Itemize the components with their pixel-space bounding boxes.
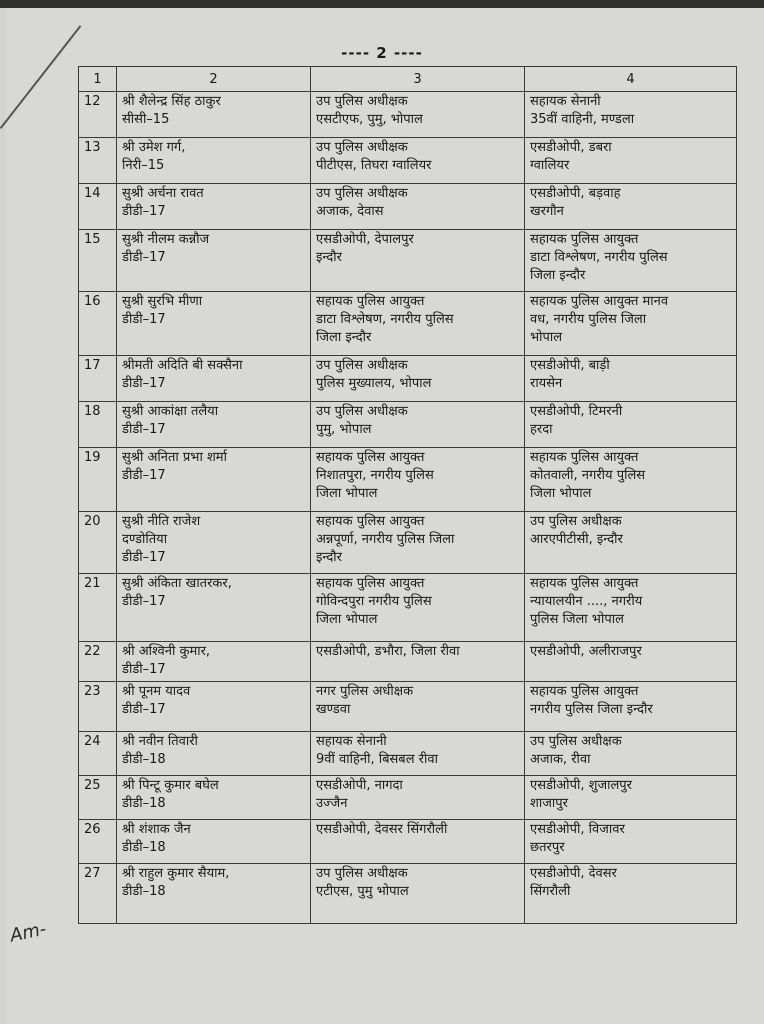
officer-name-cell [117, 448, 311, 512]
officer-name-line: सुश्री नीलम कन्नौज [122, 232, 210, 247]
officer-name-cell [117, 138, 311, 184]
officer-name-line: सुश्री नीति राजेश [122, 514, 201, 529]
officer-name-line: सुश्री अंकिता खातरकर, [122, 576, 232, 591]
current-posting-cell [311, 512, 525, 574]
officer-name-cell [117, 776, 311, 820]
new-posting-line: सहायक पुलिस आयुक्त [530, 576, 639, 591]
current-posting-line: जिला इन्दौर [316, 330, 372, 345]
table-row [79, 138, 737, 184]
serial-number: 17 [79, 356, 117, 402]
current-posting-cell [311, 682, 525, 732]
serial-number: 14 [79, 184, 117, 230]
serial-number: 19 [79, 448, 117, 512]
new-posting-line: पुलिस जिला भोपाल [530, 612, 624, 627]
officer-name-cell [117, 402, 311, 448]
new-posting-line: उप पुलिस अधीक्षक [530, 734, 622, 749]
new-posting-line: एसडीओपी, डबरा [530, 140, 612, 155]
officer-name-line: श्री पूनम यादव [122, 684, 191, 699]
table-row [79, 184, 737, 230]
officer-name-line: श्री राहुल कुमार सैयाम, [122, 866, 230, 881]
table-row [79, 574, 737, 642]
serial-number: 18 [79, 402, 117, 448]
new-posting-cell [525, 776, 737, 820]
current-posting-line: 9वीं वाहिनी, बिसबल रीवा [316, 752, 438, 767]
serial-number: 25 [79, 776, 117, 820]
officer-name-line: डीडी–17 [122, 662, 166, 677]
new-posting-line: वध, नगरीय पुलिस जिला [530, 312, 647, 327]
current-posting-cell [311, 820, 525, 864]
serial-number: 24 [79, 732, 117, 776]
officer-name-line: डीडी–17 [122, 312, 166, 327]
serial-number: 21 [79, 574, 117, 642]
officer-name-cell [117, 184, 311, 230]
officer-name-line: दण्डोतिया [122, 532, 168, 547]
officer-name-line: डीडी–18 [122, 752, 166, 767]
table-row [79, 864, 737, 924]
current-posting-line: सहायक पुलिस आयुक्त [316, 294, 425, 309]
current-posting-cell [311, 574, 525, 642]
officer-name-cell [117, 574, 311, 642]
current-posting-line: उप पुलिस अधीक्षक [316, 404, 408, 419]
current-posting-line: नगर पुलिस अधीक्षक [316, 684, 414, 699]
current-posting-cell [311, 776, 525, 820]
officer-name-line: श्री अश्विनी कुमार, [122, 644, 211, 659]
current-posting-line: उप पुलिस अधीक्षक [316, 94, 408, 109]
officer-name-line: डीडी–17 [122, 702, 166, 717]
current-posting-line: उप पुलिस अधीक्षक [316, 140, 408, 155]
table-row [79, 776, 737, 820]
new-posting-line: न्यायालयीन ...., नगरीय [530, 594, 643, 609]
table-row [79, 356, 737, 402]
current-posting-line: पुमु, भोपाल [316, 422, 372, 437]
serial-number: 12 [79, 92, 117, 138]
new-posting-line: छतरपुर [530, 840, 565, 855]
current-posting-line: उज्जैन [316, 796, 348, 811]
current-posting-cell [311, 356, 525, 402]
new-posting-line: एसडीओपी, विजावर [530, 822, 625, 837]
new-posting-cell [525, 356, 737, 402]
current-posting-cell [311, 92, 525, 138]
new-posting-line: रायसेन [530, 376, 563, 391]
current-posting-line: डाटा विश्लेषण, नगरीय पुलिस [316, 312, 454, 327]
officer-name-line: डीडी–18 [122, 796, 166, 811]
officer-name-line: श्री शंशाक जैन [122, 822, 191, 837]
table-row [79, 230, 737, 292]
new-posting-line: खरगौन [530, 204, 564, 219]
current-posting-line: पीटीएस, तिघरा ग्वालियर [316, 158, 432, 173]
current-posting-line: अन्नपूर्णा, नगरीय पुलिस जिला [316, 532, 455, 547]
officer-name-line: सुश्री आकांक्षा तलैया [122, 404, 219, 419]
officer-name-line: सीसी–15 [122, 112, 170, 127]
new-posting-cell [525, 448, 737, 512]
current-posting-line: उप पुलिस अधीक्षक [316, 358, 408, 373]
current-posting-line: एसटीएफ, पुमु, भोपाल [316, 112, 423, 127]
officer-name-line: श्री शैलेन्द्र सिंह ठाकुर [122, 94, 221, 109]
officer-name-line: निरी–15 [122, 158, 165, 173]
current-posting-line: सहायक पुलिस आयुक्त [316, 576, 425, 591]
new-posting-line: एसडीओपी, टिमरनी [530, 404, 623, 419]
new-posting-cell [525, 864, 737, 924]
serial-number: 26 [79, 820, 117, 864]
current-posting-cell [311, 402, 525, 448]
officer-name-cell [117, 292, 311, 356]
current-posting-line: इन्दौर [316, 250, 342, 265]
officer-name-line: डीडी–18 [122, 884, 166, 899]
officer-name-line: डीडी–17 [122, 422, 166, 437]
current-posting-line: एसडीओपी, देवसर सिंगरौली [316, 822, 448, 837]
serial-number: 16 [79, 292, 117, 356]
new-posting-line: भोपाल [530, 330, 563, 345]
new-posting-cell [525, 92, 737, 138]
new-posting-cell [525, 184, 737, 230]
new-posting-line: 35वीं वाहिनी, मण्डला [530, 112, 635, 127]
new-posting-line: एसडीओपी, बाड़ी [530, 358, 610, 373]
new-posting-line: डाटा विश्लेषण, नगरीय पुलिस [530, 250, 668, 265]
serial-number: 22 [79, 642, 117, 682]
current-posting-cell [311, 642, 525, 682]
current-posting-line: जिला भोपाल [316, 612, 378, 627]
current-posting-cell [311, 184, 525, 230]
officer-name-cell [117, 356, 311, 402]
table-row [79, 682, 737, 732]
new-posting-line: उप पुलिस अधीक्षक [530, 514, 622, 529]
new-posting-cell [525, 820, 737, 864]
new-posting-line: नगरीय पुलिस जिला इन्दौर [530, 702, 653, 717]
new-posting-cell [525, 512, 737, 574]
new-posting-cell [525, 138, 737, 184]
new-posting-line: हरदा [530, 422, 553, 437]
current-posting-line: निशातपुरा, नगरीय पुलिस [316, 468, 434, 483]
officer-name-line: सुश्री अनिता प्रभा शर्मा [122, 450, 227, 465]
current-posting-line: अजाक, देवास [316, 204, 384, 219]
current-posting-line: एटीएस, पुमु भोपाल [316, 884, 409, 899]
table-row [79, 512, 737, 574]
table-row [79, 448, 737, 512]
new-posting-line: अजाक, रीवा [530, 752, 591, 767]
current-posting-line: खण्डवा [316, 702, 351, 717]
new-posting-line: एसडीओपी, शुजालपुर [530, 778, 632, 793]
officer-name-line: श्री पिन्टू कुमार बघेल [122, 778, 219, 793]
officer-name-line: डीडी–17 [122, 204, 166, 219]
new-posting-line: आरएपीटीसी, इन्दौर [530, 532, 623, 547]
new-posting-cell [525, 230, 737, 292]
new-posting-cell [525, 642, 737, 682]
table-row [79, 820, 737, 864]
current-posting-line: सहायक सेनानी [316, 734, 387, 749]
new-posting-line: सहायक पुलिस आयुक्त [530, 450, 639, 465]
serial-number: 27 [79, 864, 117, 924]
current-posting-cell [311, 864, 525, 924]
table-row [79, 642, 737, 682]
current-posting-cell [311, 292, 525, 356]
officer-name-cell [117, 642, 311, 682]
new-posting-line: एसडीओपी, बड़वाह [530, 186, 621, 201]
officer-name-line: सुश्री अर्चना रावत [122, 186, 204, 201]
new-posting-line: कोतवाली, नगरीय पुलिस [530, 468, 646, 483]
column-header-3: 3 [311, 67, 525, 92]
current-posting-cell [311, 732, 525, 776]
new-posting-line: शाजापुर [530, 796, 568, 811]
new-posting-cell [525, 402, 737, 448]
current-posting-line: सहायक पुलिस आयुक्त [316, 450, 425, 465]
officer-name-cell [117, 732, 311, 776]
new-posting-line: सहायक पुलिस आयुक्त [530, 232, 639, 247]
signature-mark: Am- [8, 918, 49, 947]
serial-number: 15 [79, 230, 117, 292]
new-posting-cell [525, 682, 737, 732]
current-posting-line: एसडीओपी, डभौरा, जिला रीवा [316, 644, 460, 659]
serial-number: 23 [79, 682, 117, 732]
new-posting-cell [525, 574, 737, 642]
new-posting-line: सहायक पुलिस आयुक्त [530, 684, 639, 699]
transfer-table [78, 66, 737, 924]
officer-name-line: श्रीमती अदिति बी सक्सैना [122, 358, 243, 373]
officer-name-line: डीडी–17 [122, 376, 166, 391]
current-posting-cell [311, 230, 525, 292]
column-header-4: 4 [525, 67, 737, 92]
serial-number: 13 [79, 138, 117, 184]
current-posting-line: पुलिस मुख्यालय, भोपाल [316, 376, 432, 391]
officer-name-cell [117, 682, 311, 732]
officer-name-cell [117, 512, 311, 574]
officer-name-cell [117, 92, 311, 138]
page-number: ---- 2 ---- [341, 44, 423, 62]
officer-name-line: डीडी–17 [122, 250, 166, 265]
current-posting-line: एसडीओपी, नागदा [316, 778, 403, 793]
current-posting-line: इन्दौर [316, 550, 342, 565]
new-posting-line: सहायक सेनानी [530, 94, 601, 109]
officer-name-cell [117, 864, 311, 924]
new-posting-cell [525, 292, 737, 356]
header-row [79, 67, 737, 92]
column-header-1: 1 [79, 67, 117, 92]
current-posting-line: सहायक पुलिस आयुक्त [316, 514, 425, 529]
table-row [79, 732, 737, 776]
officer-name-line: सुश्री सुरभि मीणा [122, 294, 203, 309]
officer-name-line: डीडी–17 [122, 468, 166, 483]
new-posting-line: सहायक पुलिस आयुक्त मानव [530, 294, 669, 309]
current-posting-line: एसडीओपी, देपालपुर [316, 232, 414, 247]
serial-number: 20 [79, 512, 117, 574]
officer-name-line: डीडी–17 [122, 550, 166, 565]
current-posting-cell [311, 448, 525, 512]
current-posting-line: उप पुलिस अधीक्षक [316, 186, 408, 201]
table-row [79, 92, 737, 138]
new-posting-line: ग्वालियर [530, 158, 570, 173]
officer-name-cell [117, 820, 311, 864]
table-row [79, 292, 737, 356]
column-header-2: 2 [117, 67, 311, 92]
officer-name-line: डीडी–18 [122, 840, 166, 855]
top-border [0, 0, 764, 8]
officer-name-line: श्री उमेश गर्ग, [122, 140, 186, 155]
current-posting-line: जिला भोपाल [316, 486, 378, 501]
current-posting-cell [311, 138, 525, 184]
current-posting-line: उप पुलिस अधीक्षक [316, 866, 408, 881]
table-row [79, 402, 737, 448]
officer-name-line: डीडी–17 [122, 594, 166, 609]
new-posting-line: एसडीओपी, देवसर [530, 866, 617, 881]
current-posting-line: गोविन्दपुरा नगरीय पुलिस [316, 594, 432, 609]
officer-name-cell [117, 230, 311, 292]
new-posting-line: जिला इन्दौर [530, 268, 586, 283]
new-posting-cell [525, 732, 737, 776]
officer-name-line: श्री नवीन तिवारी [122, 734, 198, 749]
new-posting-line: सिंगरौली [530, 884, 571, 899]
new-posting-line: एसडीओपी, अलीराजपुर [530, 644, 642, 659]
new-posting-line: जिला भोपाल [530, 486, 592, 501]
